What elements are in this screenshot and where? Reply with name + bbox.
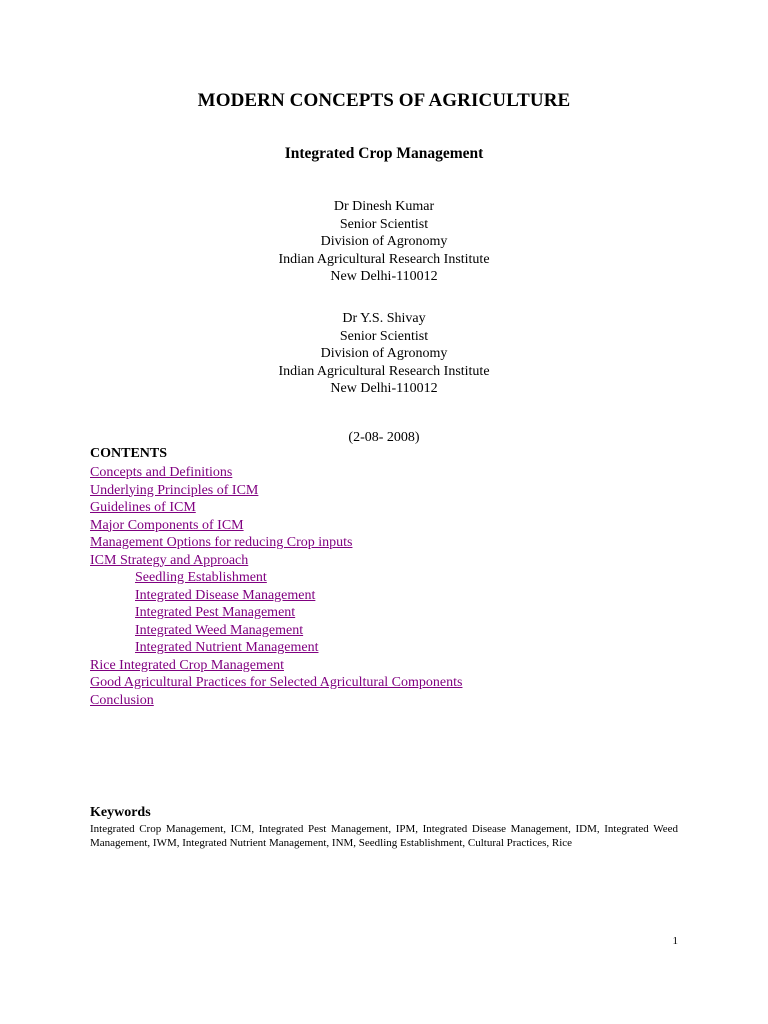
toc-link-rice-icm[interactable]: Rice Integrated Crop Management: [90, 657, 284, 673]
toc-link-conclusion[interactable]: Conclusion: [90, 692, 154, 708]
toc-item: [90, 657, 462, 675]
toc-item: [90, 464, 462, 482]
toc-subitem: [90, 604, 462, 622]
toc-subitem: [90, 587, 462, 605]
table-of-contents: [90, 464, 462, 709]
author-division: Division of Agronomy: [320, 234, 448, 249]
toc-item: [90, 482, 462, 500]
author-address: New Delhi-110012: [330, 269, 438, 284]
keywords-text: Integrated Crop Management, ICM, Integrated Pest Management, IPM, Integrated Disease Management, IDM, Integrated Weed Management, IWM, Integrated Nutrient Management, INM, Seedling Establishment, Cultural Practices, Rice: [90, 823, 678, 849]
toc-link-major-components[interactable]: Major Components of ICM: [90, 517, 244, 533]
document-date: (2-08- 2008): [348, 430, 420, 445]
toc-subitem: [90, 569, 462, 587]
toc-link-underlying-principles[interactable]: Underlying Principles of ICM: [90, 482, 259, 498]
author-name: Dr Dinesh Kumar: [333, 199, 435, 214]
toc-link-icm-strategy[interactable]: ICM Strategy and Approach: [90, 552, 249, 568]
toc-link-pest-management[interactable]: Integrated Pest Management: [135, 605, 296, 620]
toc-link-seedling-establishment[interactable]: Seedling Establishment: [135, 570, 267, 585]
author-position: Senior Scientist: [339, 216, 429, 232]
contents-heading: CONTENTS: [90, 446, 168, 461]
toc-link-disease-management[interactable]: Integrated Disease Management: [135, 587, 316, 603]
author-block-1: [0, 198, 768, 286]
toc-link-guidelines[interactable]: Guidelines of ICM: [90, 500, 196, 515]
document-subtitle: Integrated Crop Management: [284, 145, 484, 162]
author-address: New Delhi-110012: [330, 381, 438, 396]
keywords-heading: Keywords: [90, 805, 151, 820]
author-institute: Indian Agricultural Research Institute: [278, 251, 490, 267]
toc-item: [90, 534, 462, 552]
toc-subitem: [90, 622, 462, 640]
toc-link-good-agricultural-practices[interactable]: Good Agricultural Practices for Selected Agricultural Components: [90, 675, 463, 690]
toc-subitem: [90, 639, 462, 657]
author-block-2: [0, 310, 768, 398]
toc-item: [90, 674, 462, 692]
toc-item: [90, 552, 462, 570]
toc-item: [90, 692, 462, 710]
author-institute: Indian Agricultural Research Institute: [278, 363, 490, 379]
toc-item: [90, 517, 462, 535]
toc-link-management-options[interactable]: Management Options for reducing Crop inputs: [90, 535, 353, 550]
author-name: Dr Y.S. Shivay: [342, 311, 426, 326]
page-number: 1: [672, 935, 678, 947]
document-title: MODERN CONCEPTS OF AGRICULTURE: [197, 90, 571, 111]
toc-link-weed-management[interactable]: Integrated Weed Management: [135, 622, 304, 638]
author-position: Senior Scientist: [339, 328, 429, 344]
toc-item: [90, 499, 462, 517]
toc-link-concepts-and-definitions[interactable]: Concepts and Definitions: [90, 465, 233, 480]
toc-link-nutrient-management[interactable]: Integrated Nutrient Management: [135, 640, 319, 655]
author-division: Division of Agronomy: [320, 346, 448, 361]
